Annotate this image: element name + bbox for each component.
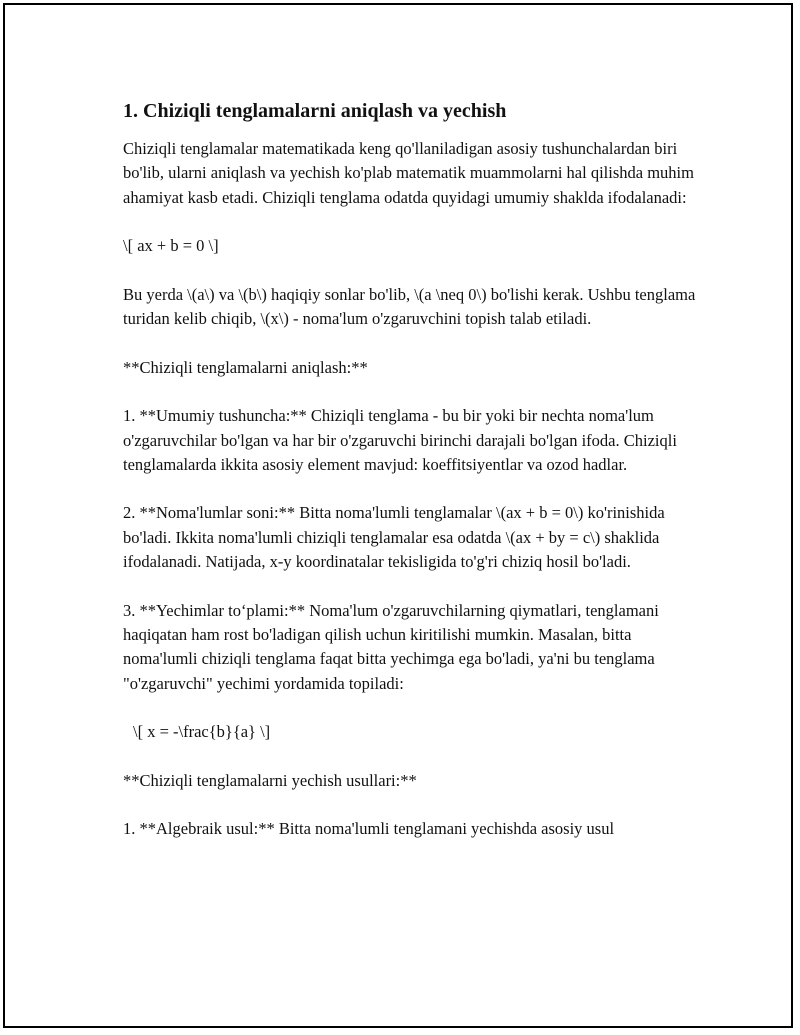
- intro-paragraph: Chiziqli tenglamalar matematikada keng qo'llaniladigan asosiy tushunchalardan biri bo'lib, ularni aniqlash va yechish ko'plab matematik muammolarni hal qilishda muhim ahamiyat kasb etadi. Chiziqli tenglama odatda quyidagi umumiy shaklda ifodalanadi:: [123, 139, 694, 207]
- list-item-algebraic-method: 1. **Algebraik usul:** Bitta noma'lumli tenglamani yechishda asosiy usul: [123, 819, 615, 839]
- definition-paragraph: Bu yerda \(a\) va \(b\) haqiqiy sonlar bo'lib, \(a \neq 0\) bo'lishi kerak. Ushbu tenglama turidan kelib chiqib, \(x\) - noma'lum o'zgaruvchini topish talab etiladi.: [123, 284, 696, 329]
- list-item-solution-set: 3. **Yechimlar to‘plami:** Noma'lum o'zgaruvchilarning qiymatlari, tenglamani haqiqatan ham rost bo'ladigan qilish uchun kiritilishi mumkin. Masalan, bitta noma'lumli chiziqli tenglama faqat bitta yechimga ega bo'ladi, ya'ni bu tenglama "o'zgaruvchi" yechimi yordamida topiladi:: [123, 600, 659, 693]
- equation-solution: \[ x = -\frac{b}{a} \]: [133, 722, 271, 742]
- equation-general: \[ ax + b = 0 \]: [123, 236, 219, 256]
- subheading-definition: **Chiziqli tenglamalarni aniqlash:**: [123, 357, 368, 377]
- page-frame: [3, 3, 793, 1028]
- list-item-general-concept: 1. **Umumiy tushuncha:** Chiziqli tenglama - bu bir yoki bir nechta noma'lum o'zgaruvchilar bo'lgan va har bir o'zgaruvchi birinchi darajali bo'lgan ifoda. Chiziqli tenglamalarda ikkita asosiy element mavjud: koeffitsiyentlar va ozod hadlar.: [123, 406, 677, 474]
- section-title: 1. Chiziqli tenglamalarni aniqlash va yechish: [123, 100, 507, 122]
- list-item-unknowns-count: 2. **Noma'lumlar soni:** Bitta noma'lumli tenglamalar \(ax + b = 0\) ko'rinishida bo'ladi. Ikkita noma'lumli chiziqli tenglamalar esa odatda \(ax + by = c\) shaklida ifodalanadi. Natijada, x-y koordinatalar tekisligida to'g'ri chiziq hosil bo'ladi.: [123, 503, 665, 572]
- document-body: [123, 97, 703, 842]
- subheading-methods: **Chiziqli tenglamalarni yechish usullari:**: [123, 770, 417, 790]
